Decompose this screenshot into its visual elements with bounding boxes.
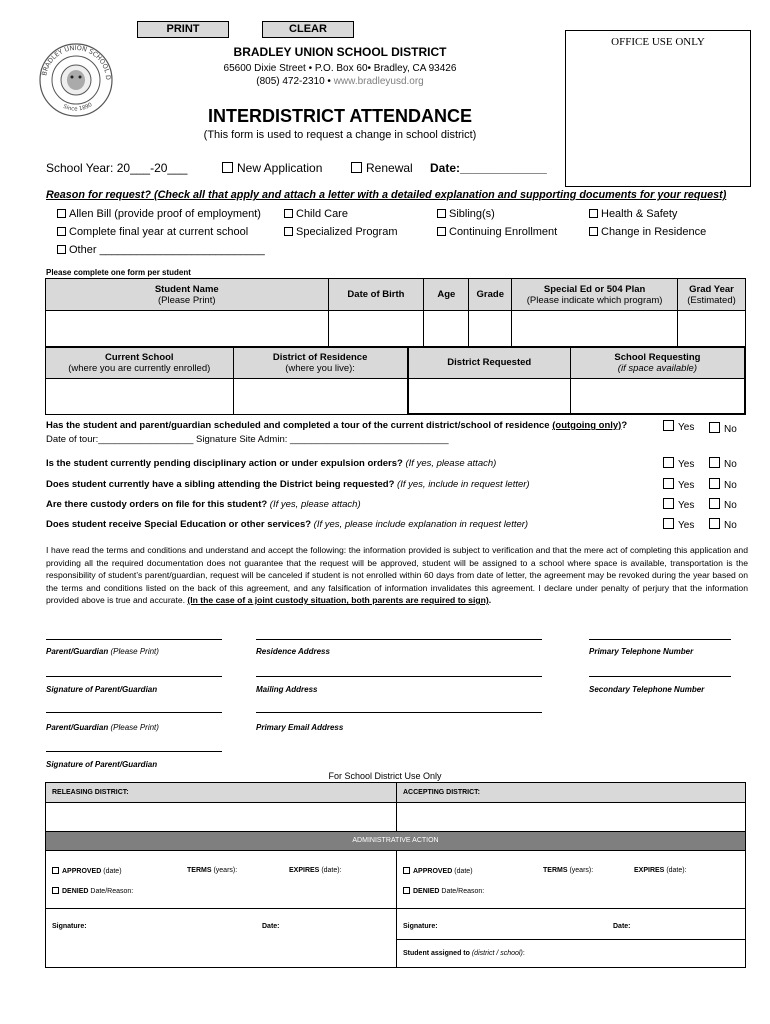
district-use-caption: For School District Use Only (328, 771, 442, 781)
right-approved-date: (date) (454, 868, 473, 875)
reason-child-care[interactable] (284, 208, 348, 220)
change-residence-label: Change in Residence (601, 226, 707, 238)
new-application-checkbox[interactable] (222, 162, 233, 173)
dob-header: Date of Birth (328, 279, 424, 311)
tour-no-checkbox[interactable] (709, 422, 720, 433)
left-terms-years: (years): (213, 867, 238, 874)
dob-input[interactable] (328, 311, 424, 347)
custody-question-note: (If yes, please attach) (267, 499, 361, 510)
right-signature[interactable]: Signature: (403, 923, 438, 930)
student-name-sub: (Please Print) (157, 294, 216, 306)
sibling-no-label: No (724, 480, 737, 491)
pg1-line[interactable] (46, 639, 222, 640)
sig1-line[interactable] (46, 676, 222, 677)
mail-addr-line[interactable] (256, 676, 542, 677)
renewal-checkbox[interactable] (351, 162, 362, 173)
custody-no-label: No (724, 500, 737, 511)
tour-question-mark: ? (621, 420, 628, 431)
school-requesting-heading: School Requesting (614, 351, 701, 363)
sped-yes[interactable] (663, 518, 694, 531)
sped-yes-checkbox[interactable] (663, 518, 674, 529)
grad-year-heading: Grad Year (689, 283, 734, 295)
email-line[interactable] (256, 712, 542, 713)
residence-input[interactable] (233, 378, 408, 414)
sibling-yes-label: Yes (678, 480, 695, 491)
phone1-label: Primary Telephone Number (589, 647, 694, 656)
residence-header (233, 347, 408, 378)
tour-question (46, 420, 627, 431)
left-approved-checkbox[interactable] (52, 867, 59, 874)
clear-button[interactable]: CLEAR (262, 21, 354, 38)
right-denied-reason: Date/Reason: (441, 888, 485, 895)
phone2-label: Secondary Telephone Number (589, 685, 705, 694)
sibling-no[interactable] (709, 478, 737, 491)
reason-heading: Reason for request? (Check all that apply and attach a letter with a detailed explanation and supporting documents for your request) (46, 189, 727, 201)
sped-heading: Special Ed or 504 Plan (543, 283, 646, 295)
agreement-period: . (488, 595, 492, 605)
releasing-label: RELEASING DISTRICT: (52, 789, 129, 796)
phone2-line[interactable] (589, 676, 731, 677)
grad-year-sub: (Estimated) (687, 294, 736, 306)
right-date[interactable]: Date: (613, 923, 631, 930)
siblings-checkbox[interactable] (437, 209, 446, 218)
sped-input[interactable] (512, 311, 678, 347)
print-button[interactable]: PRINT (137, 21, 229, 38)
allen-bill-label: Allen Bill (provide proof of employment) (69, 208, 261, 220)
left-expires (289, 867, 342, 874)
change-residence-checkbox[interactable] (589, 227, 598, 236)
left-denied-checkbox[interactable] (52, 887, 59, 894)
current-school-heading: Current School (104, 351, 174, 363)
school-year-label: School Year: 20___-20___ (46, 161, 188, 175)
sped-no[interactable] (709, 518, 737, 531)
pg2-label-text: Parent/Guardian (46, 723, 109, 732)
one-form-note: Please complete one form per student (46, 268, 191, 277)
res-addr-label: Residence Address (256, 647, 330, 656)
new-application-label: New Application (237, 161, 323, 175)
school-seal-icon (36, 42, 116, 118)
age-input[interactable] (424, 311, 469, 347)
residence-sub: (where you live): (285, 362, 355, 374)
left-terms-label: TERMS (187, 867, 212, 874)
student-assigned-sub: (district / school) (471, 950, 523, 957)
pg2-label-sub: (Please Print) (108, 723, 159, 732)
school-requesting-header (570, 347, 745, 378)
renewal-label: Renewal (366, 161, 413, 175)
accepting-label: ACCEPTING DISTRICT: (403, 789, 480, 796)
current-school-input[interactable] (46, 378, 234, 414)
custody-yes-label: Yes (678, 500, 695, 511)
reason-health-safety[interactable] (589, 208, 677, 220)
final-year-label: Complete final year at current school (69, 226, 249, 238)
right-approved-label: APPROVED (413, 868, 453, 875)
right-approved[interactable] (403, 867, 473, 875)
student-table (45, 278, 746, 347)
form-title: INTERDISTRICT ATTENDANCE (208, 106, 472, 126)
reason-specialized[interactable] (284, 226, 398, 238)
left-expires-label: EXPIRES (289, 867, 320, 874)
renewal-option[interactable] (351, 161, 413, 175)
form-subtitle: (This form is used to request a change in school district) (203, 129, 477, 141)
district-website-link[interactable]: www.bradleyusd.org (333, 76, 424, 87)
pg1-label-sub: (Please Print) (108, 647, 159, 656)
left-date[interactable]: Date: (262, 923, 280, 930)
sibling-yes[interactable] (663, 478, 694, 491)
date-field[interactable]: Date:_____________ (430, 161, 547, 175)
admin-action-label: ADMINISTRATIVE ACTION (352, 837, 439, 844)
right-expires-date: (date): (666, 867, 687, 874)
sig2-label: Signature of Parent/Guardian (46, 760, 158, 769)
divider (397, 908, 745, 909)
discipline-question-note: (If yes, please attach) (402, 458, 497, 469)
sped-yes-label: Yes (678, 520, 695, 531)
continuing-label: Continuing Enrollment (449, 226, 558, 238)
sped-question (46, 519, 528, 530)
grad-year-input[interactable] (677, 311, 745, 347)
tour-no[interactable] (709, 422, 737, 435)
student-name-header (46, 279, 329, 311)
email-label: Primary Email Address (256, 723, 344, 732)
sped-sub: (Please indicate which program) (526, 294, 663, 306)
student-name-heading: Student Name (154, 283, 219, 295)
sped-no-label: No (724, 520, 737, 531)
discipline-no-checkbox[interactable] (709, 457, 720, 468)
right-terms (543, 867, 593, 874)
child-care-checkbox[interactable] (284, 209, 293, 218)
final-year-checkbox[interactable] (57, 227, 66, 236)
phone1-line[interactable] (589, 639, 731, 640)
district-seal (36, 42, 116, 118)
joint-custody-note: (In the case of a joint custody situation, both parents are required to sign) (187, 595, 489, 605)
reason-siblings[interactable] (437, 208, 495, 220)
office-use-box (565, 30, 751, 187)
reason-final-year[interactable] (57, 226, 248, 238)
age-header: Age (424, 279, 469, 311)
student-name-input[interactable] (46, 311, 329, 347)
specialized-checkbox[interactable] (284, 227, 293, 236)
svg-text:BRADLEY UNION SCHOOL DISTRICT: BRADLEY UNION SCHOOL D (40, 43, 113, 81)
reason-change-residence[interactable] (589, 226, 706, 238)
child-care-label: Child Care (296, 208, 348, 220)
district-requested-input[interactable] (408, 378, 571, 414)
right-approved-checkbox[interactable] (403, 867, 410, 874)
continuing-checkbox[interactable] (437, 227, 446, 236)
district-address: 65600 Dixie Street • P.O. Box 60• Bradley, CA 93426 (223, 63, 457, 74)
left-signature[interactable]: Signature: (52, 923, 87, 930)
left-approved-label: APPROVED (62, 868, 102, 875)
svg-text:Since 1890: Since 1890 (62, 101, 94, 113)
discipline-yes-checkbox[interactable] (663, 457, 674, 468)
pg2-line[interactable] (46, 712, 222, 713)
residence-heading: District of Residence (272, 351, 368, 363)
other-label: Other ___________________________ (69, 244, 265, 256)
left-approved-date: (date) (103, 868, 122, 875)
pg1-label (46, 647, 159, 656)
discipline-yes-label: Yes (678, 459, 695, 470)
divider (46, 908, 396, 909)
health-safety-label: Health & Safety (601, 208, 678, 220)
district-contact (150, 76, 530, 87)
health-safety-checkbox[interactable] (589, 209, 598, 218)
other-checkbox[interactable] (57, 245, 66, 254)
custody-yes[interactable] (663, 498, 694, 511)
divider (396, 851, 397, 968)
current-school-header (46, 347, 234, 378)
right-denied-checkbox[interactable] (403, 887, 410, 894)
left-denied-label: DENIED (62, 888, 89, 895)
student-assigned-colon: : (522, 950, 525, 957)
grade-header: Grade (469, 279, 512, 311)
office-use-label: OFFICE USE ONLY (611, 36, 705, 48)
left-expires-date: (date): (321, 867, 342, 874)
pg1-label-text: Parent/Guardian (46, 647, 109, 656)
left-denied-reason: Date/Reason: (90, 888, 134, 895)
custody-question (46, 499, 361, 510)
tour-yes-checkbox[interactable] (663, 420, 674, 431)
tour-date-line[interactable]: Date of tour:__________________ Signature Site Admin: ______________________________ (46, 434, 449, 445)
reason-continuing[interactable] (437, 226, 557, 238)
custody-no-checkbox[interactable] (709, 498, 720, 509)
tour-outgoing: (outgoing only) (552, 420, 622, 431)
admin-action-header (46, 831, 745, 851)
pg2-label (46, 723, 159, 732)
grad-year-header (677, 279, 745, 311)
right-expires (634, 867, 687, 874)
custody-question-text: Are there custody orders on file for this student? (46, 499, 268, 510)
school-requesting-input[interactable] (570, 378, 745, 414)
left-terms (187, 867, 237, 874)
custody-no[interactable] (709, 498, 737, 511)
releasing-input[interactable] (46, 803, 396, 831)
sibling-no-checkbox[interactable] (709, 478, 720, 489)
res-addr-line[interactable] (256, 639, 542, 640)
current-school-sub: (where you are currently enrolled) (68, 362, 211, 374)
district-name: BRADLEY UNION SCHOOL DISTRICT (233, 45, 447, 59)
sibling-yes-checkbox[interactable] (663, 478, 674, 489)
agreement-text (46, 544, 748, 607)
mail-addr-label: Mailing Address (256, 685, 318, 694)
sped-question-text: Does student receive Special Education or other services? (46, 519, 312, 530)
sig1-label: Signature of Parent/Guardian (46, 685, 158, 694)
sibling-question (46, 479, 530, 490)
discipline-no-label: No (724, 459, 737, 470)
left-denied[interactable] (52, 887, 133, 895)
sped-header (512, 279, 678, 311)
specialized-label: Specialized Program (296, 226, 398, 238)
right-denied[interactable] (403, 887, 484, 895)
divider (397, 939, 745, 940)
discipline-no[interactable] (709, 457, 737, 470)
right-denied-label: DENIED (413, 888, 440, 895)
discipline-question-text: Is the student currently pending disciplinary action or under expulsion orders? (46, 458, 403, 469)
discipline-question (46, 458, 496, 469)
reason-allen-bill[interactable] (57, 208, 261, 220)
siblings-label: Sibling(s) (449, 208, 495, 220)
reason-other[interactable] (57, 244, 265, 256)
sibling-question-note: (If yes, include in request letter) (394, 479, 530, 490)
student-assigned[interactable] (403, 950, 525, 957)
discipline-yes[interactable] (663, 457, 694, 470)
right-terms-years: (years): (569, 867, 594, 874)
district-use-box (45, 782, 746, 968)
accepting-input[interactable] (397, 803, 745, 831)
tour-question-text: Has the student and parent/guardian scheduled and completed a tour of the current district/school of residence (46, 420, 553, 431)
district-requested-header: District Requested (408, 347, 571, 378)
left-approved[interactable] (52, 867, 122, 875)
agreement-body: I have read the terms and conditions and understand and accept the following: the information provided is subject to verification and that the mere act of completing this application and providing all the required documentation does not guarantee that the request will be approved, student will be assigned to a school where space is available, transportation is the responsibility of student’s parent/guardian, request will be canceled if student is not enrolled within 60 days from date of letter, the agreement may be revoked during the year based on the terms and conditions listed on the back of this agreement, and any falsification of information invalidates this agreement. I declare under penalty of perjury that the information provided above is true and accurate. (46, 545, 748, 605)
sibling-question-text: Does student currently have a sibling attending the District being requested? (46, 479, 395, 490)
tour-yes[interactable] (663, 420, 694, 433)
sped-question-note: (If yes, please include explanation in request letter) (311, 519, 529, 530)
right-expires-label: EXPIRES (634, 867, 665, 874)
tour-no-label: No (724, 424, 737, 435)
sped-no-checkbox[interactable] (709, 518, 720, 529)
tour-yes-label: Yes (678, 422, 695, 433)
right-terms-label: TERMS (543, 867, 568, 874)
grade-input[interactable] (469, 311, 512, 347)
allen-bill-checkbox[interactable] (57, 209, 66, 218)
custody-yes-checkbox[interactable] (663, 498, 674, 509)
sig2-line[interactable] (46, 751, 222, 752)
new-application-option[interactable] (222, 161, 322, 175)
school-requesting-sub: (if space available) (617, 362, 698, 374)
student-assigned-label: Student assigned to (403, 950, 472, 957)
school-table (45, 346, 746, 415)
district-phone: (805) 472-2310 • (256, 76, 334, 87)
